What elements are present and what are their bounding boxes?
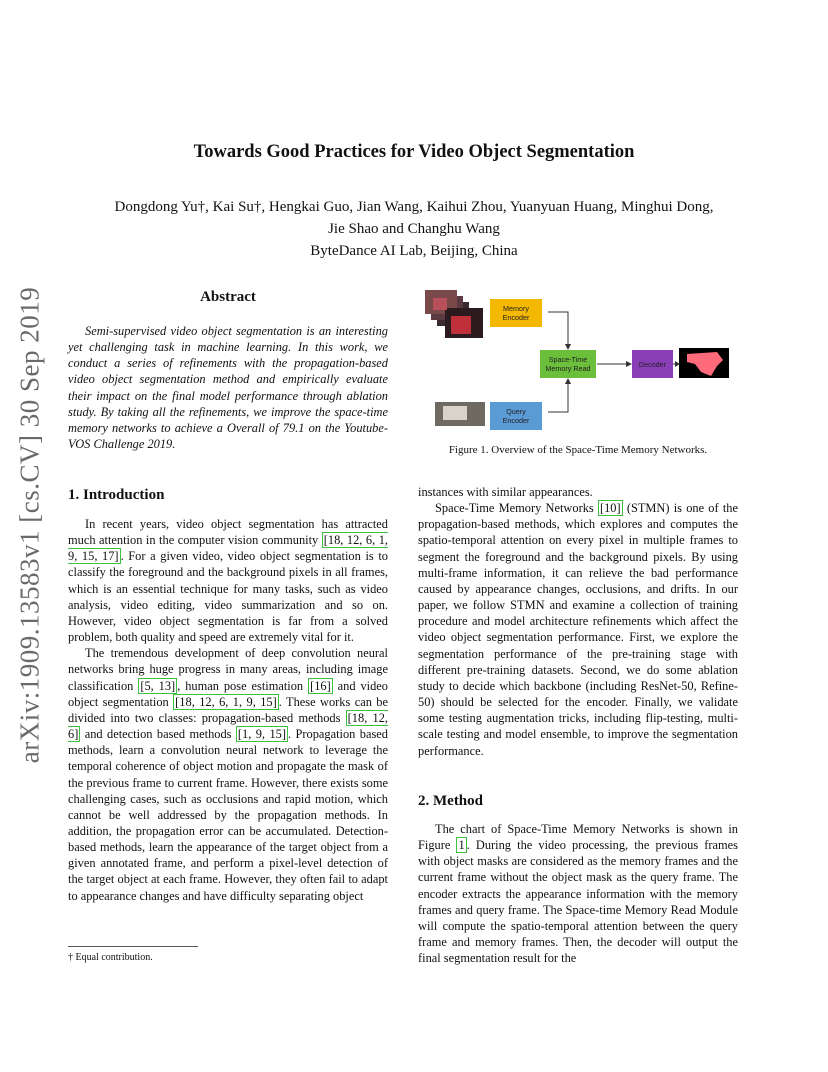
citation-link[interactable]: [18, 12, 6, 1, 9, 15] — [175, 694, 277, 709]
citation-link[interactable]: [18, 12, 6, 1, 9, 15, 17] — [68, 533, 389, 564]
abstract-body — [68, 323, 388, 452]
method-paragraph-1 — [418, 821, 738, 966]
decoder-box — [632, 350, 673, 378]
label-line: Space-Time — [548, 355, 588, 364]
footnote: † Equal contribution. — [68, 952, 153, 963]
text-run: . Propagation based methods, learn a convolution neural network to leverage the temporal coherence of object motion and propagate the mask of the previous frame to current frame. However, there exists some challenging cases, such as occlusions and rapid motion, which cannot be well addressed by the propagation methods. In addition, the propagation error can be accumulated. Detection-based methods, learn the appearance of the target object from a given annotated frame, and perform a pixel-level detection of the target object at each frame. However, they often fail to adapt to appearance changes and have difficulty separating object — [68, 727, 388, 903]
label-line: Memory — [503, 304, 529, 313]
citation-link[interactable]: [18, 12, 6] — [68, 710, 388, 742]
author-block — [60, 196, 768, 262]
figure-1-diagram — [425, 288, 735, 428]
text-run: and detection based methods — [80, 727, 236, 742]
decoder-label: Decoder — [638, 359, 667, 369]
footnote-rule — [68, 946, 198, 947]
intro-right-column — [418, 484, 738, 759]
query-frame-object — [443, 406, 467, 420]
text-run: The tremendous development of deep convolution neural networks bring huge progress in many areas, including image classification — [68, 646, 388, 693]
citation-link[interactable]: [5, 13] — [140, 678, 176, 693]
intro-paragraph-3 — [418, 500, 738, 759]
label-line: Memory Read — [545, 364, 591, 373]
text-run: . During the video processing, the previous frames with object masks are considered as the memory frames and the current frame without the object mask as the query frame. The encoder extracts the appearance information with the memory frames and query frame. The Space-time Memory Read Module will compute the spatio-temporal attention between the query frame and memory frames. Then, the decoder will output the final segmentation result for the — [418, 838, 738, 966]
space-time-memory-read-box — [540, 350, 596, 378]
paper-title: Towards Good Practices for Video Object Segmentation — [193, 142, 635, 162]
intro-heading: 1. Introduction — [68, 487, 165, 503]
figure-link[interactable]: 1 — [458, 838, 465, 853]
text-run: . For a given video, video object segmentation is to classify the foreground and the background pixels in all frames, which is an essential technique for many tasks, such as video analysis, video editing, video summarization and so on. However, video object segmentation is far from a solved problem, both quality and speed are extremely vital for it. — [68, 549, 388, 645]
citation-link[interactable]: [16] — [310, 678, 331, 693]
arxiv-id: arXiv:1909.13583v1 [cs.CV] 30 Sep 2019 — [14, 286, 45, 764]
label-line: Encoder — [502, 416, 530, 425]
query-encoder-label — [490, 407, 542, 425]
authors-line-1: Dongdong Yu†, Kai Su†, Hengkai Guo, Jian Wang, Kaihui Zhou, Yuanyuan Huang, Minghui Dong, — [114, 199, 714, 215]
memory-frame-object — [433, 298, 447, 310]
text-run: , human pose estimation — [177, 678, 309, 693]
label-line: Query — [506, 407, 526, 416]
text-run: . These works can be divided into two classes: propagation-based methods — [68, 694, 388, 725]
intro-paragraph-2-continued: instances with similar appearances. — [418, 485, 593, 499]
text-run: Space-Time Memory Networks — [435, 501, 598, 516]
citation-link[interactable]: [10] — [599, 501, 621, 516]
method-heading: 2. Method — [418, 793, 483, 809]
method-column — [418, 821, 738, 966]
arxiv-stamp — [10, 286, 50, 764]
text-run: In recent years, video object segmentation has attracted much attention in the computer vision community — [68, 517, 388, 548]
affiliation: ByteDance AI Lab, Beijing, China — [310, 243, 518, 259]
memory-encoder-box — [490, 299, 542, 327]
stm-read-label — [540, 355, 596, 373]
authors-line-2: Jie Shao and Changhu Wang — [328, 221, 500, 237]
abstract-heading: Abstract — [200, 289, 256, 305]
text-run: and video object segmentation — [68, 678, 388, 709]
label-line: Encoder — [502, 313, 530, 322]
memory-frame-object — [451, 316, 471, 334]
text-run: The chart of Space-Time Memory Networks is shown in Figure — [418, 822, 738, 853]
text-run: (STMN) is one of the propagation-based methods, which explores and computes the spatio-temporal attention on every pixel in multiple frames to segment the foreground and the background pixels. By using multi-frame information, it can relieve the bad performance caused by appearance changes, occlusions, and drifts. In our paper, we follow STMN and examine a collection of training procedure and model architecture refinements which affect the video object segmentation performance. First, we explore the segmentation performance of the pre-training stage with different pre-training datasets. Second, we do some ablation study to decide which backbone (including ResNet-50, Refine-50) should be selected for the encoder. Finally, we validate some testing augmentation tricks, including flip-testing, multi-scale testing and model ensemble, to improve the segmentation performance. — [418, 501, 738, 758]
query-encoder-box — [490, 402, 542, 430]
intro-paragraph-2 — [68, 645, 388, 904]
abstract-text: Semi-supervised video object segmentation is an interesting yet challenging task in machine learning. In this work, we conduct a series of refinements with the propagation-based video object segmentation method and empirically evaluate their impact on the final model performance through ablation study. By taking all the refinements, we improve the space-time memory networks to achieve a Overall of 79.1 on the Youtube-VOS Challenge 2019. — [68, 324, 388, 452]
figure-1-caption: Figure 1. Overview of the Space-Time Memory Networks. — [448, 444, 708, 456]
intro-left-column — [68, 516, 388, 904]
citation-link[interactable]: [1, 9, 15] — [237, 727, 286, 742]
memory-encoder-label — [490, 304, 542, 322]
intro-paragraph-1 — [68, 516, 388, 645]
